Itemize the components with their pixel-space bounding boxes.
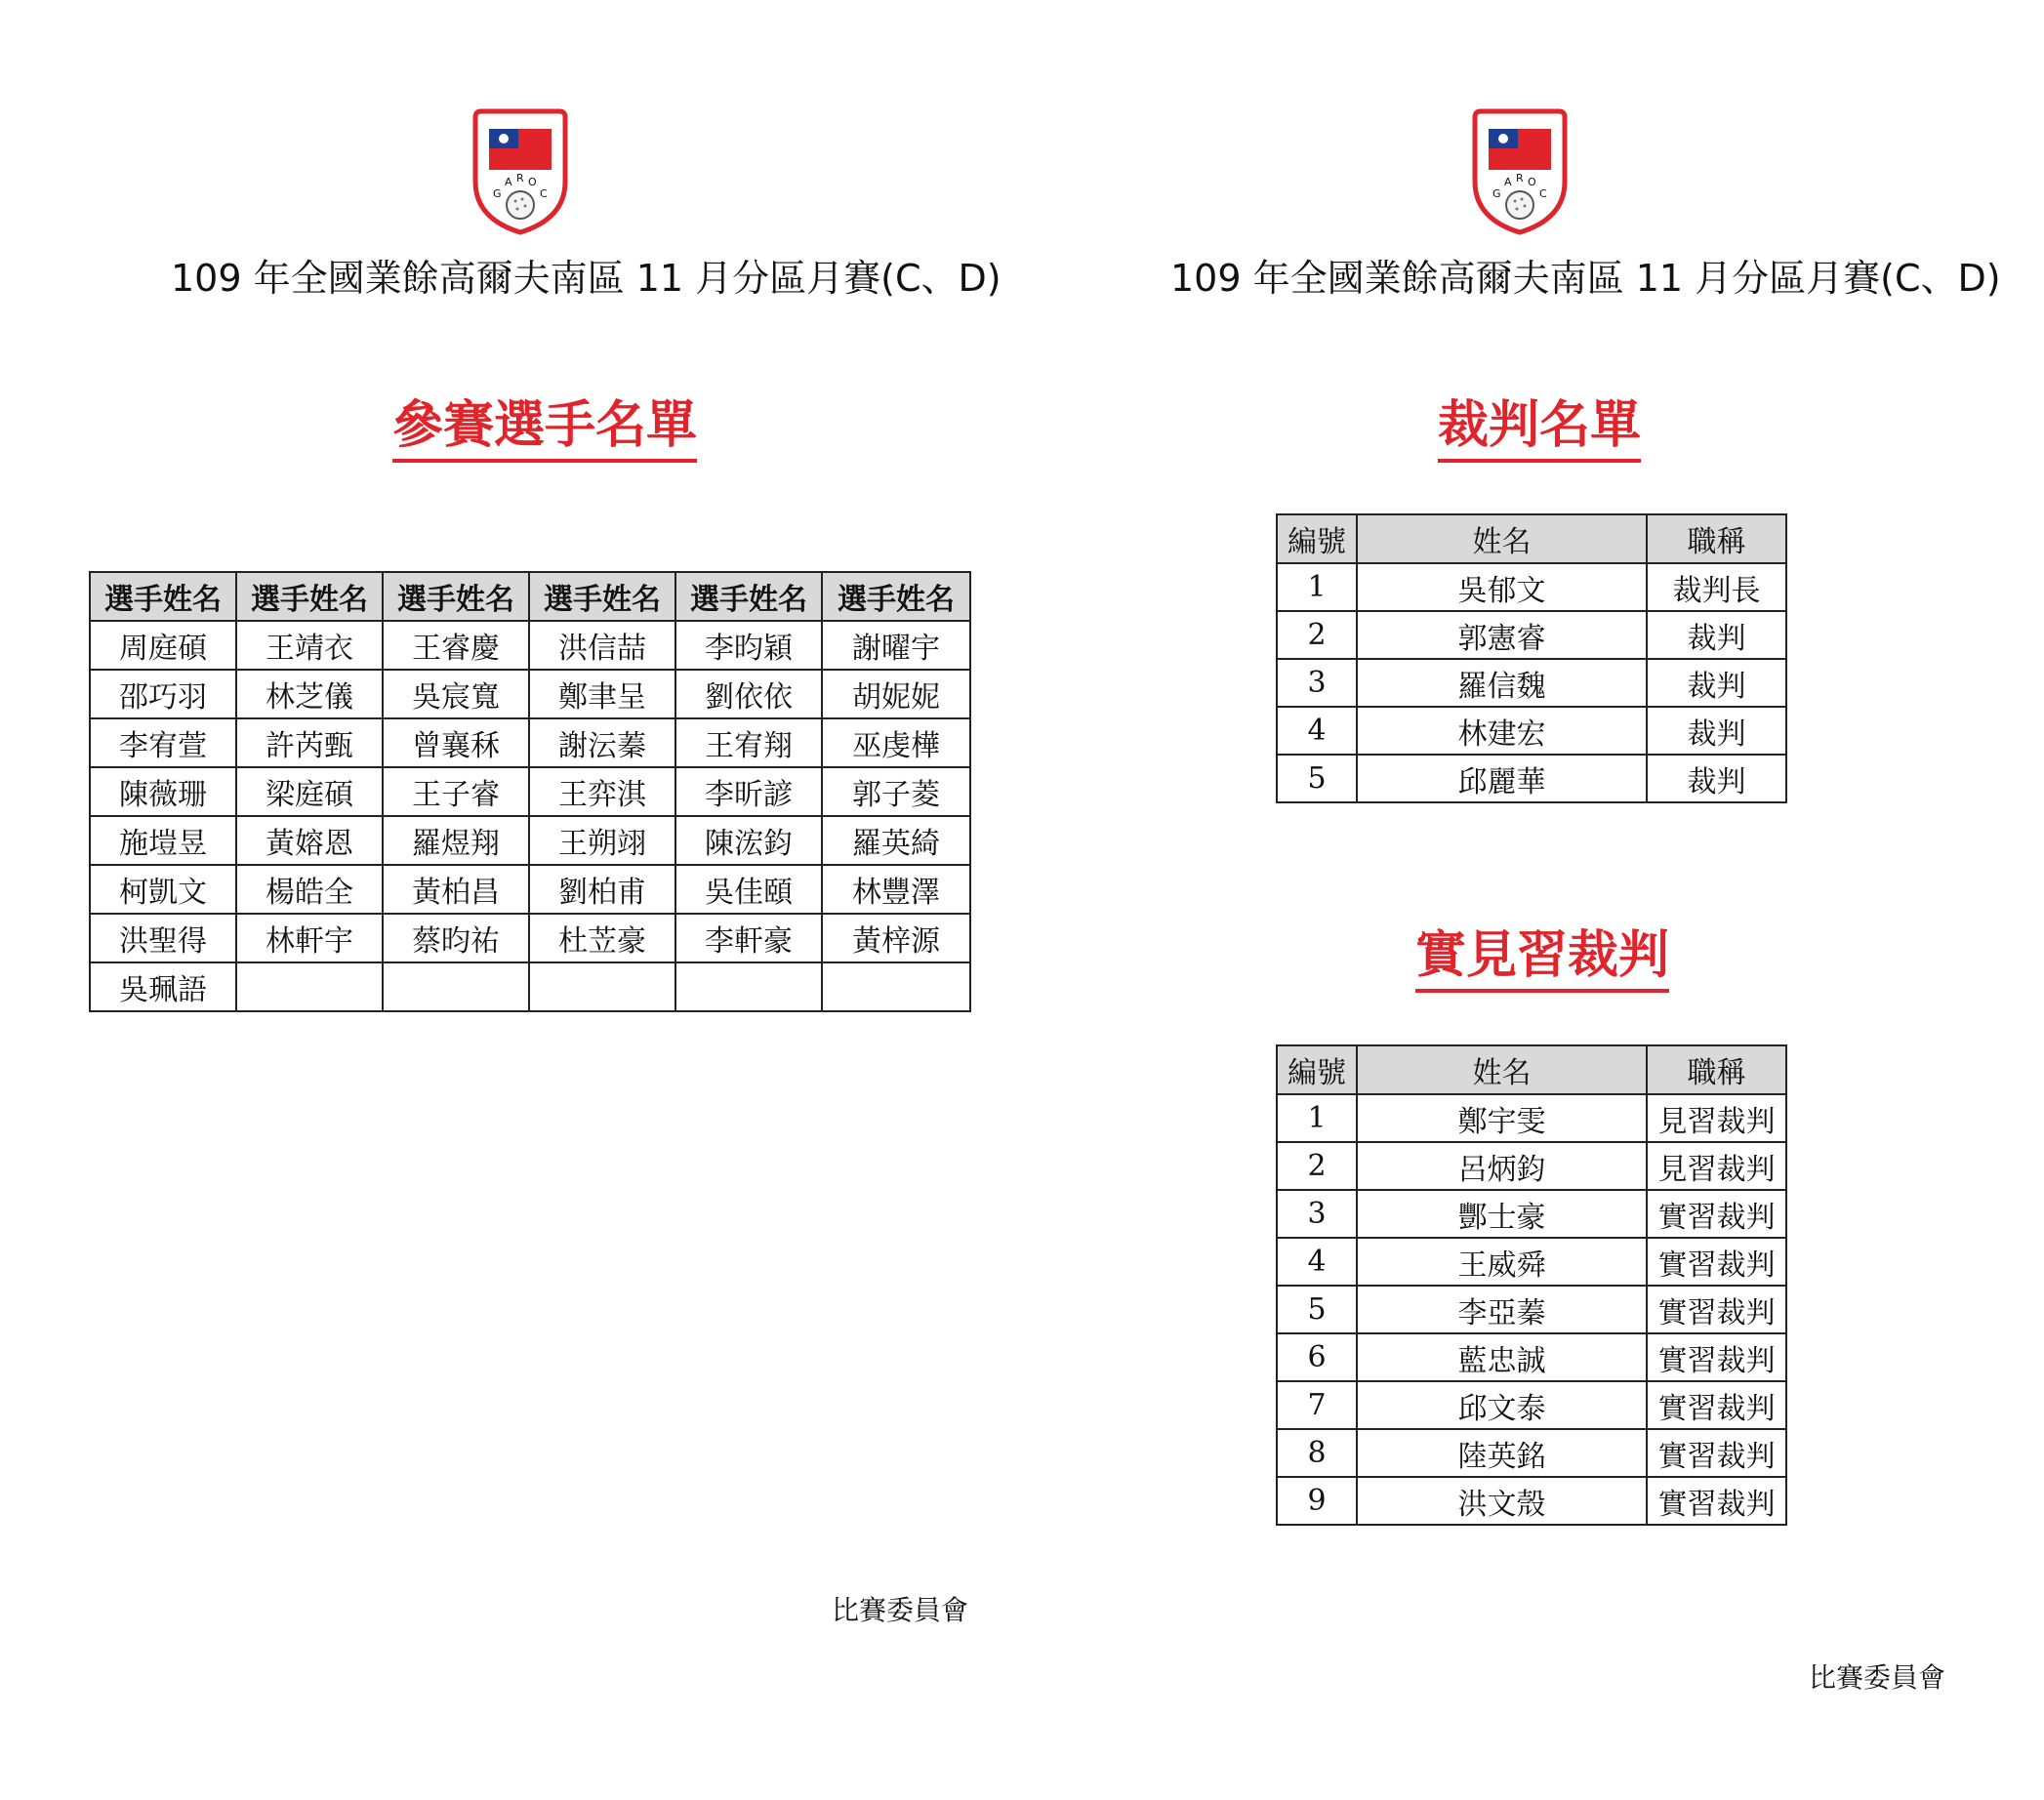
trainee-role: 實習裁判 xyxy=(1647,1477,1786,1525)
player-name-cell: 巫虔樺 xyxy=(822,718,970,767)
player-column-header: 選手姓名 xyxy=(822,572,970,621)
table-row xyxy=(90,670,970,718)
referee-role: 裁判長 xyxy=(1647,563,1786,611)
referee-number: 1 xyxy=(1277,563,1357,611)
table-row xyxy=(1277,1142,1786,1190)
player-name-cell: 黃嫆恩 xyxy=(236,816,383,865)
player-name-cell xyxy=(383,962,529,1011)
player-name-cell: 楊皓全 xyxy=(236,865,383,914)
trainee-number: 9 xyxy=(1277,1477,1357,1525)
trainee-number: 5 xyxy=(1277,1286,1357,1333)
trainee-name: 洪文殼 xyxy=(1357,1477,1647,1525)
player-name-cell xyxy=(822,962,970,1011)
referee-name: 林建宏 xyxy=(1357,707,1647,755)
player-name-cell: 王睿慶 xyxy=(383,621,529,670)
trainee-name: 陸英銘 xyxy=(1357,1429,1647,1477)
player-name-cell: 吳宸寬 xyxy=(383,670,529,718)
svg-text:G: G xyxy=(493,187,502,200)
referee-name: 郭憲睿 xyxy=(1357,611,1647,659)
trainee-number: 1 xyxy=(1277,1094,1357,1142)
trainee-header-row xyxy=(1277,1045,1786,1094)
player-name-cell: 李軒豪 xyxy=(675,914,822,962)
trainee-name: 王威舜 xyxy=(1357,1238,1647,1286)
table-row xyxy=(1277,755,1786,802)
player-name-cell: 林豐澤 xyxy=(822,865,970,914)
referee-header-row xyxy=(1277,514,1786,563)
player-name-cell: 羅煜翔 xyxy=(383,816,529,865)
player-name-cell: 黃柏昌 xyxy=(383,865,529,914)
players-section-title: 參賽選手名單 xyxy=(392,400,697,463)
referee-number: 3 xyxy=(1277,659,1357,707)
trainee-name: 李亞蓁 xyxy=(1357,1286,1647,1333)
player-name-cell: 李昀穎 xyxy=(675,621,822,670)
referee-role: 裁判 xyxy=(1647,755,1786,802)
player-name-cell: 周庭碩 xyxy=(90,621,236,670)
player-column-header: 選手姓名 xyxy=(236,572,383,621)
player-name-cell: 王宥翔 xyxy=(675,718,822,767)
trainee-role: 實習裁判 xyxy=(1647,1381,1786,1429)
player-name-cell: 蔡昀祐 xyxy=(383,914,529,962)
trainee-number: 3 xyxy=(1277,1190,1357,1238)
referee-name: 羅信魏 xyxy=(1357,659,1647,707)
trainees-section-title: 實見習裁判 xyxy=(1415,930,1669,993)
player-name-cell: 羅英綺 xyxy=(822,816,970,865)
player-name-cell: 曾襄秝 xyxy=(383,718,529,767)
trainee-role: 實習裁判 xyxy=(1647,1238,1786,1286)
left-footer-committee: 比賽委員會 xyxy=(832,1594,969,1626)
referee-role: 裁判 xyxy=(1647,707,1786,755)
referee-name: 吳郁文 xyxy=(1357,563,1647,611)
player-name-cell: 李昕諺 xyxy=(675,767,822,816)
player-name-cell: 洪聖得 xyxy=(90,914,236,962)
player-name-cell: 王靖衣 xyxy=(236,621,383,670)
referee-header-number: 編號 xyxy=(1277,514,1357,563)
referee-table xyxy=(1276,513,1787,803)
trainee-number: 7 xyxy=(1277,1381,1357,1429)
player-name-cell: 林芝儀 xyxy=(236,670,383,718)
player-name-cell: 黃梓源 xyxy=(822,914,970,962)
table-row xyxy=(1277,1381,1786,1429)
referee-role: 裁判 xyxy=(1647,611,1786,659)
trainee-header-title: 職稱 xyxy=(1647,1045,1786,1094)
table-row xyxy=(1277,1094,1786,1142)
player-name-cell: 杜苙豪 xyxy=(529,914,675,962)
referee-name: 邱麗華 xyxy=(1357,755,1647,802)
trainee-number: 2 xyxy=(1277,1142,1357,1190)
player-name-cell: 施塏昱 xyxy=(90,816,236,865)
trainee-number: 8 xyxy=(1277,1429,1357,1477)
table-row xyxy=(1277,1286,1786,1333)
player-name-cell: 陳浤鈞 xyxy=(675,816,822,865)
player-name-cell: 胡妮妮 xyxy=(822,670,970,718)
referee-header-title: 職稱 xyxy=(1647,514,1786,563)
svg-text:C: C xyxy=(540,187,548,200)
trainee-role: 實習裁判 xyxy=(1647,1429,1786,1477)
referee-number: 4 xyxy=(1277,707,1357,755)
table-row xyxy=(1277,707,1786,755)
trainee-name: 邱文泰 xyxy=(1357,1381,1647,1429)
table-row xyxy=(1277,1190,1786,1238)
player-name-cell: 鄭聿呈 xyxy=(529,670,675,718)
player-name-cell: 許芮甄 xyxy=(236,718,383,767)
trainee-role: 見習裁判 xyxy=(1647,1142,1786,1190)
referee-role: 裁判 xyxy=(1647,659,1786,707)
svg-text:A: A xyxy=(1504,176,1512,188)
table-row xyxy=(90,718,970,767)
table-row xyxy=(1277,659,1786,707)
player-name-cell: 王弈淇 xyxy=(529,767,675,816)
svg-text:O: O xyxy=(1528,176,1536,188)
table-row xyxy=(90,767,970,816)
table-row xyxy=(90,914,970,962)
player-column-header: 選手姓名 xyxy=(383,572,529,621)
player-name-cell: 王朔翊 xyxy=(529,816,675,865)
referee-number: 2 xyxy=(1277,611,1357,659)
trainee-role: 實習裁判 xyxy=(1647,1333,1786,1381)
garoc-logo-left xyxy=(471,103,569,236)
trainee-role: 實習裁判 xyxy=(1647,1286,1786,1333)
player-name-cell: 劉柏甫 xyxy=(529,865,675,914)
trainee-name: 酆士豪 xyxy=(1357,1190,1647,1238)
player-name-cell: 吳珮語 xyxy=(90,962,236,1011)
player-name-cell: 劉依依 xyxy=(675,670,822,718)
player-table xyxy=(89,571,971,1012)
player-header-row xyxy=(90,572,970,621)
table-row xyxy=(90,865,970,914)
table-row xyxy=(1277,1238,1786,1286)
player-name-cell: 林軒宇 xyxy=(236,914,383,962)
player-name-cell: 洪信喆 xyxy=(529,621,675,670)
left-page-title: 109 年全國業餘高爾夫南區 11 月分區月賽(C、D) xyxy=(171,257,1002,300)
garoc-logo-right xyxy=(1471,103,1569,236)
svg-text:A: A xyxy=(505,176,512,188)
player-name-cell xyxy=(675,962,822,1011)
referee-header-name: 姓名 xyxy=(1357,514,1647,563)
svg-text:C: C xyxy=(1539,187,1547,200)
player-name-cell: 陳薇珊 xyxy=(90,767,236,816)
svg-text:O: O xyxy=(528,176,537,188)
trainee-number: 6 xyxy=(1277,1333,1357,1381)
player-name-cell: 謝曜宇 xyxy=(822,621,970,670)
trainee-name: 藍忠誠 xyxy=(1357,1333,1647,1381)
player-name-cell xyxy=(529,962,675,1011)
player-column-header: 選手姓名 xyxy=(90,572,236,621)
referee-number: 5 xyxy=(1277,755,1357,802)
right-footer-committee: 比賽委員會 xyxy=(1809,1661,1946,1694)
referees-section-title: 裁判名單 xyxy=(1438,400,1641,463)
trainee-role: 實習裁判 xyxy=(1647,1190,1786,1238)
player-column-header: 選手姓名 xyxy=(529,572,675,621)
player-name-cell: 郭子菱 xyxy=(822,767,970,816)
player-name-cell: 梁庭碩 xyxy=(236,767,383,816)
player-name-cell: 王子睿 xyxy=(383,767,529,816)
player-name-cell: 吳佳頤 xyxy=(675,865,822,914)
table-row xyxy=(1277,1429,1786,1477)
table-row xyxy=(90,962,970,1011)
player-name-cell xyxy=(236,962,383,1011)
right-page-title: 109 年全國業餘高爾夫南區 11 月分區月賽(C、D) xyxy=(1170,257,2001,300)
player-column-header: 選手姓名 xyxy=(675,572,822,621)
table-row xyxy=(1277,611,1786,659)
trainee-role: 見習裁判 xyxy=(1647,1094,1786,1142)
player-name-cell: 謝沄蓁 xyxy=(529,718,675,767)
table-row xyxy=(1277,563,1786,611)
trainee-name: 呂炳鈞 xyxy=(1357,1142,1647,1190)
svg-text:R: R xyxy=(516,172,524,184)
trainee-header-name: 姓名 xyxy=(1357,1045,1647,1094)
table-row xyxy=(90,816,970,865)
player-name-cell: 李宥萱 xyxy=(90,718,236,767)
trainee-number: 4 xyxy=(1277,1238,1357,1286)
table-row xyxy=(1277,1477,1786,1525)
trainee-header-number: 編號 xyxy=(1277,1045,1357,1094)
svg-text:G: G xyxy=(1492,187,1501,200)
table-row xyxy=(1277,1333,1786,1381)
trainee-referee-table xyxy=(1276,1044,1787,1526)
table-row xyxy=(90,621,970,670)
trainee-name: 鄭宇雯 xyxy=(1357,1094,1647,1142)
player-name-cell: 邵巧羽 xyxy=(90,670,236,718)
player-name-cell: 柯凱文 xyxy=(90,865,236,914)
svg-text:R: R xyxy=(1516,172,1524,184)
